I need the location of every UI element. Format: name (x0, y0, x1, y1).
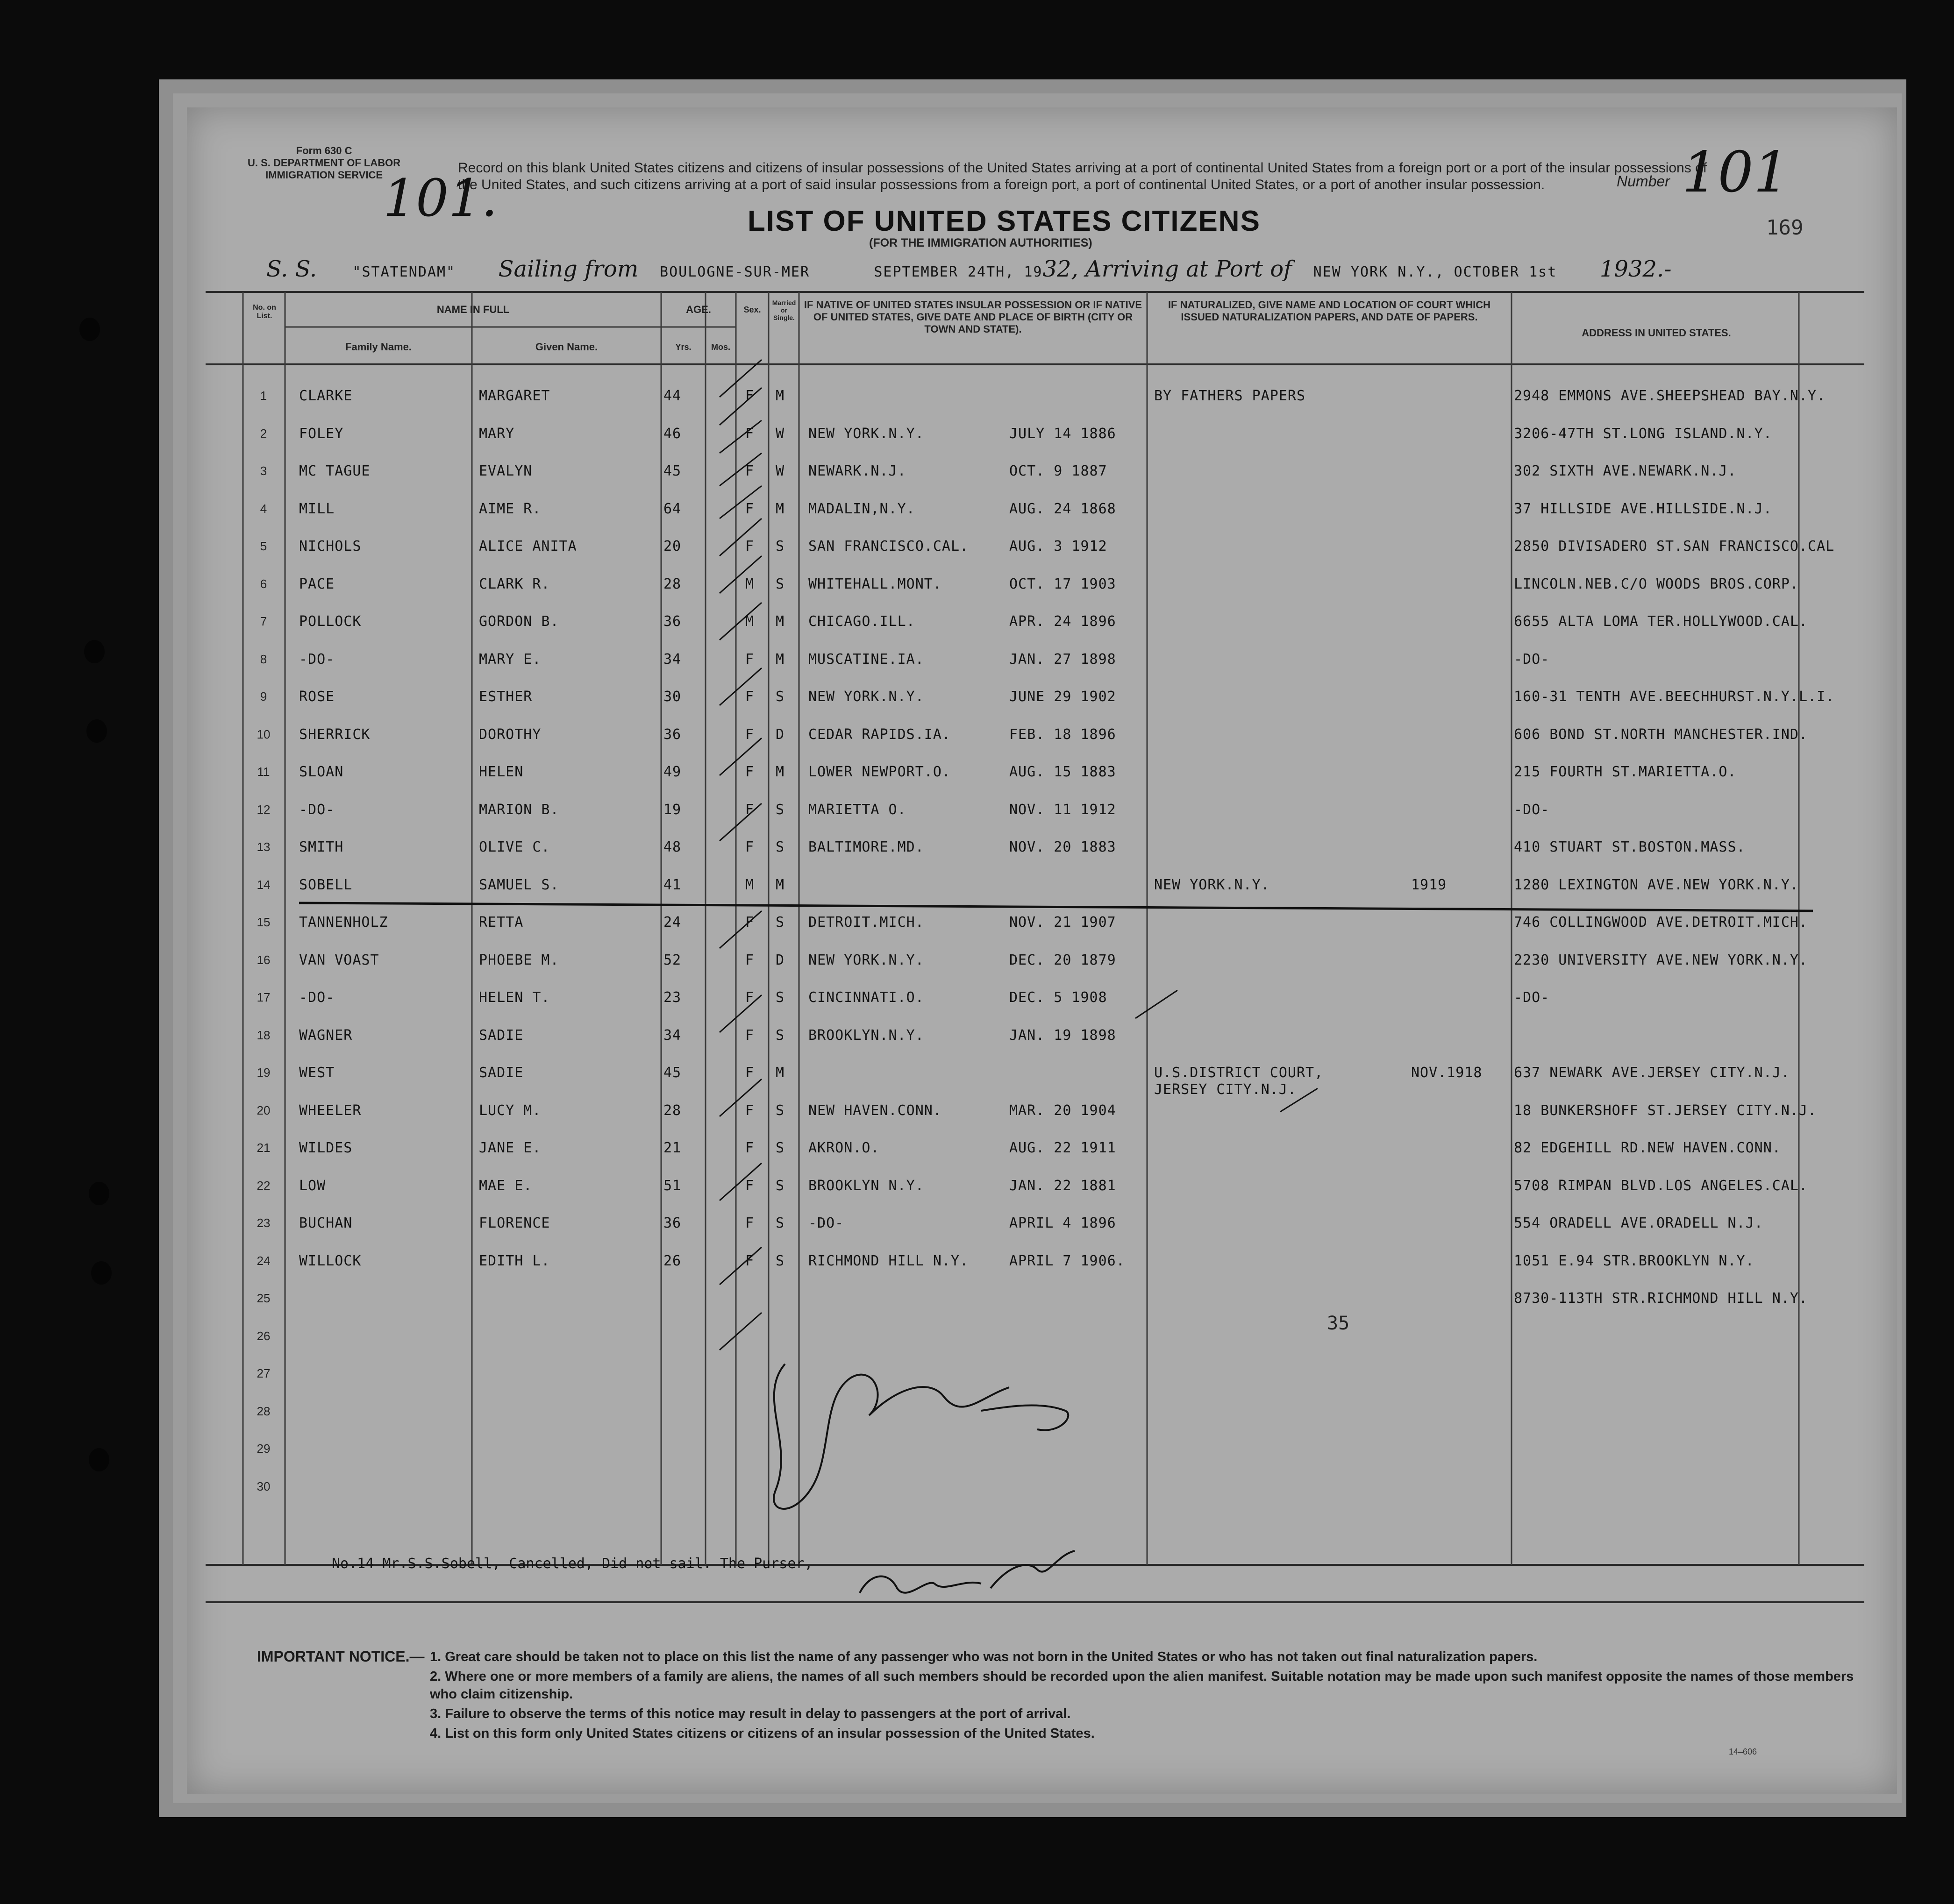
manifest-page (187, 107, 1897, 1794)
cell-naturalization-court: U.S.DISTRICT COURT, (1154, 1065, 1324, 1081)
col-header-married: Married or Single. (772, 299, 796, 321)
cell-marital-status: M (776, 876, 785, 893)
sailing-label: Sailing from (498, 256, 639, 282)
cell-age: 34 (663, 651, 682, 668)
cell-family-name: PACE (299, 575, 335, 592)
cell-birth-place: BALTIMORE.MD. (808, 839, 924, 855)
cell-family-name: SHERRICK (299, 726, 371, 743)
row-number: 25 (257, 1291, 271, 1305)
cell-sex: F (745, 388, 755, 404)
cell-family-name: ROSE (299, 689, 335, 705)
cell-sex: F (745, 989, 755, 1006)
cell-sex: F (745, 952, 755, 968)
cell-given-name: CLARK R. (479, 575, 550, 592)
cell-address: 746 COLLINGWOOD AVE.DETROIT.MICH. (1514, 914, 1808, 931)
binder-hole (89, 1448, 109, 1471)
cell-birth-date: OCT. 9 1887 (1009, 463, 1107, 479)
cell-marital-status: W (776, 425, 785, 442)
cell-given-name: EDITH L. (479, 1252, 550, 1269)
cell-family-name: MC TAGUE (299, 463, 371, 479)
cell-family-name: MILL (299, 500, 335, 517)
cell-age: 45 (663, 1065, 682, 1081)
cell-sex: F (745, 500, 755, 517)
cell-given-name: RETTA (479, 914, 524, 931)
cell-sex: M (745, 575, 755, 592)
cell-given-name: HELEN T. (479, 989, 550, 1006)
notice-item: 1. Great care should be taken not to place on this list the name of any passenger who was not born in the United States or who has not taken out final naturalization papers. (430, 1649, 1538, 1664)
cell-birth-place: SAN FRANCISCO.CAL. (808, 538, 969, 554)
cell-family-name: POLLOCK (299, 613, 362, 630)
cell-birth-place: NEW HAVEN.CONN. (808, 1102, 942, 1119)
cell-birth-date: APRIL 4 1896 (1009, 1215, 1116, 1231)
cell-address: 1280 LEXINGTON AVE.NEW YORK.N.Y. (1514, 876, 1799, 893)
cell-birth-place: BROOKLYN N.Y. (808, 1177, 924, 1194)
cell-birth-date: AUG. 3 1912 (1009, 538, 1107, 554)
row-number: 13 (257, 840, 271, 854)
cell-naturalization-court-line2: JERSEY CITY.N.J. (1154, 1081, 1297, 1098)
cell-sex: F (745, 1177, 755, 1194)
binder-hole (91, 1261, 112, 1285)
cell-birth-place: BROOKLYN.N.Y. (808, 1027, 924, 1044)
cell-marital-status: M (776, 764, 785, 780)
cell-birth-date: JAN. 27 1898 (1009, 651, 1116, 668)
cell-age: 28 (663, 575, 682, 592)
cell-family-name: VAN VOAST (299, 952, 379, 968)
cell-address: 410 STUART ST.BOSTON.MASS. (1514, 839, 1746, 855)
department-name: U. S. DEPARTMENT OF LABOR (248, 157, 401, 169)
cell-sex: F (745, 425, 755, 442)
row-number: 18 (257, 1028, 271, 1042)
cell-sex: F (745, 538, 755, 554)
cell-marital-status: M (776, 651, 785, 668)
handwritten-page-number: 35 (1327, 1313, 1350, 1334)
form-code: 14–606 (1729, 1747, 1757, 1756)
ss-label: S. S. (266, 256, 317, 282)
row-number: 15 (257, 915, 271, 929)
cell-family-name: WAGNER (299, 1027, 353, 1044)
row-number: 2 (260, 426, 267, 440)
cell-birth-place: AKRON.O. (808, 1140, 880, 1156)
cell-age: 24 (663, 914, 682, 931)
cell-birth-date: JULY 14 1886 (1009, 425, 1116, 442)
cell-age: 26 (663, 1252, 682, 1269)
cell-age: 20 (663, 538, 682, 554)
cell-family-name: SMITH (299, 839, 344, 855)
cell-age: 36 (663, 726, 682, 743)
cell-birth-date: MAR. 20 1904 (1009, 1102, 1116, 1119)
cell-marital-status: S (776, 1252, 785, 1269)
cell-address: 6655 ALTA LOMA TER.HOLLYWOOD.CAL. (1514, 613, 1808, 630)
arriving-label: , Arriving at Port of (1071, 256, 1292, 282)
cell-sex: F (745, 651, 755, 668)
row-number: 26 (257, 1329, 271, 1343)
number-label: Number (1617, 173, 1670, 190)
cell-marital-status: D (776, 952, 785, 968)
cell-birth-date: APRIL 7 1906. (1009, 1252, 1125, 1269)
col-header-address: ADDRESS IN UNITED STATES. (1582, 327, 1731, 339)
cell-address: 2850 DIVISADERO ST.SAN FRANCISCO.CAL (1514, 538, 1835, 554)
col-header-given-name: Given Name. (535, 341, 598, 353)
row-number: 8 (260, 652, 267, 666)
notice-title: IMPORTANT NOTICE.— (257, 1648, 425, 1665)
cell-marital-status: M (776, 613, 785, 630)
notice-item: 2. Where one or more members of a family are aliens, the names of all such members should be recorded upon the alien manifest. Suitable notation may be made upon such manifest opposite the names of those members who claim citizenship. (430, 1669, 1854, 1702)
cell-address: -DO- (1514, 651, 1550, 668)
cell-address: 2948 EMMONS AVE.SHEEPSHEAD BAY.N.Y. (1514, 388, 1826, 404)
cell-birth-date: AUG. 22 1911 (1009, 1140, 1116, 1156)
cell-sex: F (745, 1215, 755, 1231)
cell-family-name: TANNENHOLZ (299, 914, 388, 931)
cell-family-name: FOLEY (299, 425, 344, 442)
row-number: 27 (257, 1366, 271, 1380)
departure-port: BOULOGNE-SUR-MER (660, 264, 810, 280)
cell-address: 554 ORADELL AVE.ORADELL N.J. (1514, 1215, 1763, 1231)
cell-address: 5708 RIMPAN BLVD.LOS ANGELES.CAL. (1514, 1177, 1808, 1194)
cell-given-name: JANE E. (479, 1140, 542, 1156)
cell-age: 48 (663, 839, 682, 855)
col-header-mos: Mos. (711, 342, 730, 352)
cell-address: LINCOLN.NEB.C/O WOODS BROS.CORP. (1514, 575, 1799, 592)
cell-sex: F (745, 1027, 755, 1044)
cell-naturalization-date: NOV.1918 (1411, 1065, 1483, 1081)
row-number: 17 (257, 990, 271, 1004)
cell-sex: F (745, 1065, 755, 1081)
cell-family-name: -DO- (299, 801, 335, 818)
cell-birth-place: DETROIT.MICH. (808, 914, 924, 931)
number-value: 101 (1682, 140, 1790, 205)
cell-marital-status: S (776, 801, 785, 818)
cell-age: 36 (663, 1215, 682, 1231)
cell-naturalization-court: BY FATHERS PAPERS (1154, 388, 1306, 404)
cell-marital-status: S (776, 914, 785, 931)
cell-sex: F (745, 1102, 755, 1119)
cell-birth-place: RICHMOND HILL N.Y. (808, 1252, 969, 1269)
cell-birth-date: NOV. 21 1907 (1009, 914, 1116, 931)
cell-given-name: MARY E. (479, 651, 542, 668)
ship-name: "STATENDAM" (352, 264, 456, 280)
cell-sex: F (745, 1252, 755, 1269)
row-number: 28 (257, 1404, 271, 1418)
cell-birth-place: LOWER NEWPORT.O. (808, 764, 951, 780)
row-number: 23 (257, 1216, 271, 1230)
cell-age: 30 (663, 689, 682, 705)
row-number: 12 (257, 802, 271, 817)
notice-item: 4. List on this form only United States citizens or citizens of an insular possession of the United States. (430, 1726, 1095, 1741)
arrival-port: NEW YORK N.Y., OCTOBER 1st (1313, 264, 1557, 280)
cell-marital-status: W (776, 463, 785, 479)
cell-sex: F (745, 839, 755, 855)
cell-address: 637 NEWARK AVE.JERSEY CITY.N.J. (1514, 1065, 1790, 1081)
cell-birth-place: WHITEHALL.MONT. (808, 575, 942, 592)
cell-age: 34 (663, 1027, 682, 1044)
cell-birth-date: JUNE 29 1902 (1009, 689, 1116, 705)
cell-given-name: FLORENCE (479, 1215, 550, 1231)
cell-age: 51 (663, 1177, 682, 1194)
cell-birth-place: NEW YORK.N.Y. (808, 425, 924, 442)
cell-marital-status: S (776, 839, 785, 855)
row-number: 9 (260, 689, 267, 703)
cell-marital-status: S (776, 689, 785, 705)
cell-marital-status: S (776, 1215, 785, 1231)
cell-address: -DO- (1514, 989, 1550, 1006)
cell-given-name: GORDON B. (479, 613, 559, 630)
cell-sex: M (745, 876, 755, 893)
cell-birth-place: NEW YORK.N.Y. (808, 689, 924, 705)
cell-birth-place: NEWARK.N.J. (808, 463, 906, 479)
row-number: 4 (260, 501, 267, 516)
cell-given-name: MARION B. (479, 801, 559, 818)
cell-birth-date: DEC. 5 1908 (1009, 989, 1107, 1006)
cell-age: 21 (663, 1140, 682, 1156)
cell-family-name: -DO- (299, 651, 335, 668)
page-subtitle: (FOR THE IMMIGRATION AUTHORITIES) (869, 236, 1092, 249)
cell-birth-date: AUG. 24 1868 (1009, 500, 1116, 517)
row-number: 11 (257, 765, 270, 779)
cell-age: 45 (663, 463, 682, 479)
cell-address: -DO- (1514, 801, 1550, 818)
row-number: 7 (260, 614, 267, 628)
cell-age: 52 (663, 952, 682, 968)
cell-given-name: DOROTHY (479, 726, 542, 743)
cell-marital-status: S (776, 1102, 785, 1119)
cell-sex: F (745, 764, 755, 780)
col-header-family-name: Family Name. (345, 341, 412, 353)
cell-address: 82 EDGEHILL RD.NEW HAVEN.CONN. (1514, 1140, 1781, 1156)
cell-birth-place: MADALIN,N.Y. (808, 500, 915, 517)
cell-age: 46 (663, 425, 682, 442)
table-grid (187, 107, 1897, 1794)
cell-marital-status: S (776, 1140, 785, 1156)
cell-family-name: LOW (299, 1177, 326, 1194)
cell-birth-place: CHICAGO.ILL. (808, 613, 915, 630)
cell-given-name: SADIE (479, 1065, 524, 1081)
row-number: 14 (257, 877, 271, 892)
cell-address: 8730-113TH STR.RICHMOND HILL N.Y. (1514, 1290, 1808, 1307)
cell-given-name: ALICE ANITA (479, 538, 577, 554)
row-number: 3 (260, 464, 267, 478)
cell-given-name: OLIVE C. (479, 839, 550, 855)
col-header-no: No. on List. (253, 304, 276, 320)
cell-family-name: CLARKE (299, 388, 353, 404)
cell-given-name: SADIE (479, 1027, 524, 1044)
cell-age: 23 (663, 989, 682, 1006)
cell-birth-date: DEC. 20 1879 (1009, 952, 1116, 968)
cell-sex: F (745, 914, 755, 931)
cell-address: 2230 UNIVERSITY AVE.NEW YORK.N.Y. (1514, 952, 1808, 968)
cell-family-name: SLOAN (299, 764, 344, 780)
cell-birth-date: APR. 24 1896 (1009, 613, 1116, 630)
cell-address: 1051 E.94 STR.BROOKLYN N.Y. (1514, 1252, 1754, 1269)
cell-family-name: NICHOLS (299, 538, 362, 554)
col-header-naturalized: IF NATURALIZED, GIVE NAME AND LOCATION OF COURT WHICH ISSUED NATURALIZATION PAPERS, AND DATE OF PAPERS. (1168, 299, 1491, 323)
cell-sex: M (745, 613, 755, 630)
cell-naturalization-date: 1919 (1411, 876, 1447, 893)
cell-given-name: MARGARET (479, 388, 550, 404)
cell-age: 19 (663, 801, 682, 818)
page-title: LIST OF UNITED STATES CITIZENS (748, 205, 1261, 237)
cell-age: 41 (663, 876, 682, 893)
cell-birth-date: JAN. 22 1881 (1009, 1177, 1116, 1194)
cell-address: 3206-47TH ST.LONG ISLAND.N.Y. (1514, 425, 1772, 442)
cell-sex: F (745, 689, 755, 705)
cell-birth-place: CEDAR RAPIDS.IA. (808, 726, 951, 743)
cell-given-name: SAMUEL S. (479, 876, 559, 893)
handwritten-list-number: 101. (383, 168, 498, 228)
col-header-age: AGE. (686, 304, 711, 315)
cell-age: 28 (663, 1102, 682, 1119)
row-number: 24 (257, 1253, 271, 1268)
row-number: 1 (260, 389, 267, 403)
cell-sex: F (745, 726, 755, 743)
cell-marital-status: S (776, 538, 785, 554)
row-number: 10 (257, 727, 271, 741)
cell-birth-date: AUG. 15 1883 (1009, 764, 1116, 780)
cell-family-name: -DO- (299, 989, 335, 1006)
cancellation-note: No.14 Mr.S.S.Sobell, Cancelled, Did not sail. The Purser, (332, 1556, 813, 1572)
row-number: 29 (257, 1442, 271, 1456)
cell-birth-date: FEB. 18 1896 (1009, 726, 1116, 743)
cell-birth-place: NEW YORK.N.Y. (808, 952, 924, 968)
row-number: 16 (257, 952, 271, 967)
cell-marital-status: M (776, 1065, 785, 1081)
cell-given-name: PHOEBE M. (479, 952, 559, 968)
cell-birth-place: MARIETTA O. (808, 801, 906, 818)
cell-address: 215 FOURTH ST.MARIETTA.O. (1514, 764, 1737, 780)
cell-address: 302 SIXTH AVE.NEWARK.N.J. (1514, 463, 1737, 479)
row-number: 19 (257, 1066, 271, 1080)
binder-hole (79, 318, 100, 341)
cell-naturalization-court: NEW YORK.N.Y. (1154, 876, 1270, 893)
cell-given-name: ESTHER (479, 689, 533, 705)
cell-sex: F (745, 1140, 755, 1156)
cell-family-name: SOBELL (299, 876, 353, 893)
cell-marital-status: S (776, 575, 785, 592)
binder-hole (84, 640, 105, 663)
row-number: 22 (257, 1178, 271, 1193)
cell-marital-status: M (776, 388, 785, 404)
row-number: 30 (257, 1479, 271, 1493)
cell-marital-status: S (776, 1177, 785, 1194)
cell-given-name: MARY (479, 425, 515, 442)
cell-given-name: EVALYN (479, 463, 533, 479)
cell-given-name: AIME R. (479, 500, 542, 517)
cell-address: 606 BOND ST.NORTH MANCHESTER.IND. (1514, 726, 1808, 743)
cell-family-name: WHEELER (299, 1102, 362, 1119)
binder-hole (86, 719, 107, 743)
notice-item: 3. Failure to observe the terms of this notice may result in delay to passengers at the port of arrival. (430, 1706, 1071, 1721)
col-header-birth: IF NATIVE OF UNITED STATES INSULAR POSSESSION OR IF NATIVE OF UNITED STATES, GIVE DATE AND PLACE OF BIRTH (CITY OR TOWN AND STATE). (804, 299, 1142, 335)
cell-age: 64 (663, 500, 682, 517)
arrival-year: 32.- (1628, 256, 1672, 282)
cell-birth-place: -DO- (808, 1215, 844, 1231)
row-number: 6 (260, 576, 267, 591)
cell-age: 49 (663, 764, 682, 780)
row-number: 20 (257, 1103, 271, 1117)
cell-given-name: MAE E. (479, 1177, 533, 1194)
cell-age: 44 (663, 388, 682, 404)
cell-sex: F (745, 801, 755, 818)
cell-marital-status: S (776, 1027, 785, 1044)
cell-birth-date: NOV. 20 1883 (1009, 839, 1116, 855)
cell-age: 36 (663, 613, 682, 630)
departure-year: 32 (1042, 256, 1071, 282)
col-header-name-in-full: NAME IN FULL (436, 304, 510, 315)
form-number: Form 630 C (296, 145, 352, 156)
cell-marital-status: M (776, 500, 785, 517)
row-number: 5 (260, 539, 267, 553)
cell-address: 37 HILLSIDE AVE.HILLSIDE.N.J. (1514, 500, 1772, 517)
cell-given-name: LUCY M. (479, 1102, 542, 1119)
cell-marital-status: D (776, 726, 785, 743)
cell-birth-date: OCT. 17 1903 (1009, 575, 1116, 592)
cell-family-name: WILDES (299, 1140, 353, 1156)
cell-marital-status: S (776, 989, 785, 1006)
cell-birth-place: MUSCATINE.IA. (808, 651, 924, 668)
arrival-year-prefix: 19 (1599, 256, 1628, 282)
cell-address: 160-31 TENTH AVE.BEECHHURST.N.Y.L.I. (1514, 689, 1835, 705)
col-header-sex: Sex. (743, 305, 761, 314)
cell-birth-date: JAN. 19 1898 (1009, 1027, 1116, 1044)
cell-given-name: HELEN (479, 764, 524, 780)
stamp-number: 169 (1766, 216, 1804, 240)
form-instructions: Record on this blank United States citizens and citizens of insular possessions of the United States arriving at a port of continental United States from a foreign port or a port of the insular possessions of the United States, and such citizens arriving at a port of said insular possessions from a foreign port, a port of continental United States, or a port of another insular possession. (458, 160, 1707, 192)
cell-family-name: WEST (299, 1065, 335, 1081)
cell-birth-place: CINCINNATI.O. (808, 989, 924, 1006)
cell-birth-date: NOV. 11 1912 (1009, 801, 1116, 818)
row-number: 21 (257, 1141, 271, 1155)
cell-family-name: WILLOCK (299, 1252, 362, 1269)
service-name: IMMIGRATION SERVICE (265, 169, 383, 181)
cell-sex: F (745, 463, 755, 479)
binder-hole (89, 1182, 109, 1205)
departure-date: SEPTEMBER 24TH, 19 (874, 264, 1043, 280)
col-header-yrs: Yrs. (675, 342, 692, 352)
cell-family-name: BUCHAN (299, 1215, 353, 1231)
cell-address: 18 BUNKERSHOFF ST.JERSEY CITY.N.J. (1514, 1102, 1817, 1119)
